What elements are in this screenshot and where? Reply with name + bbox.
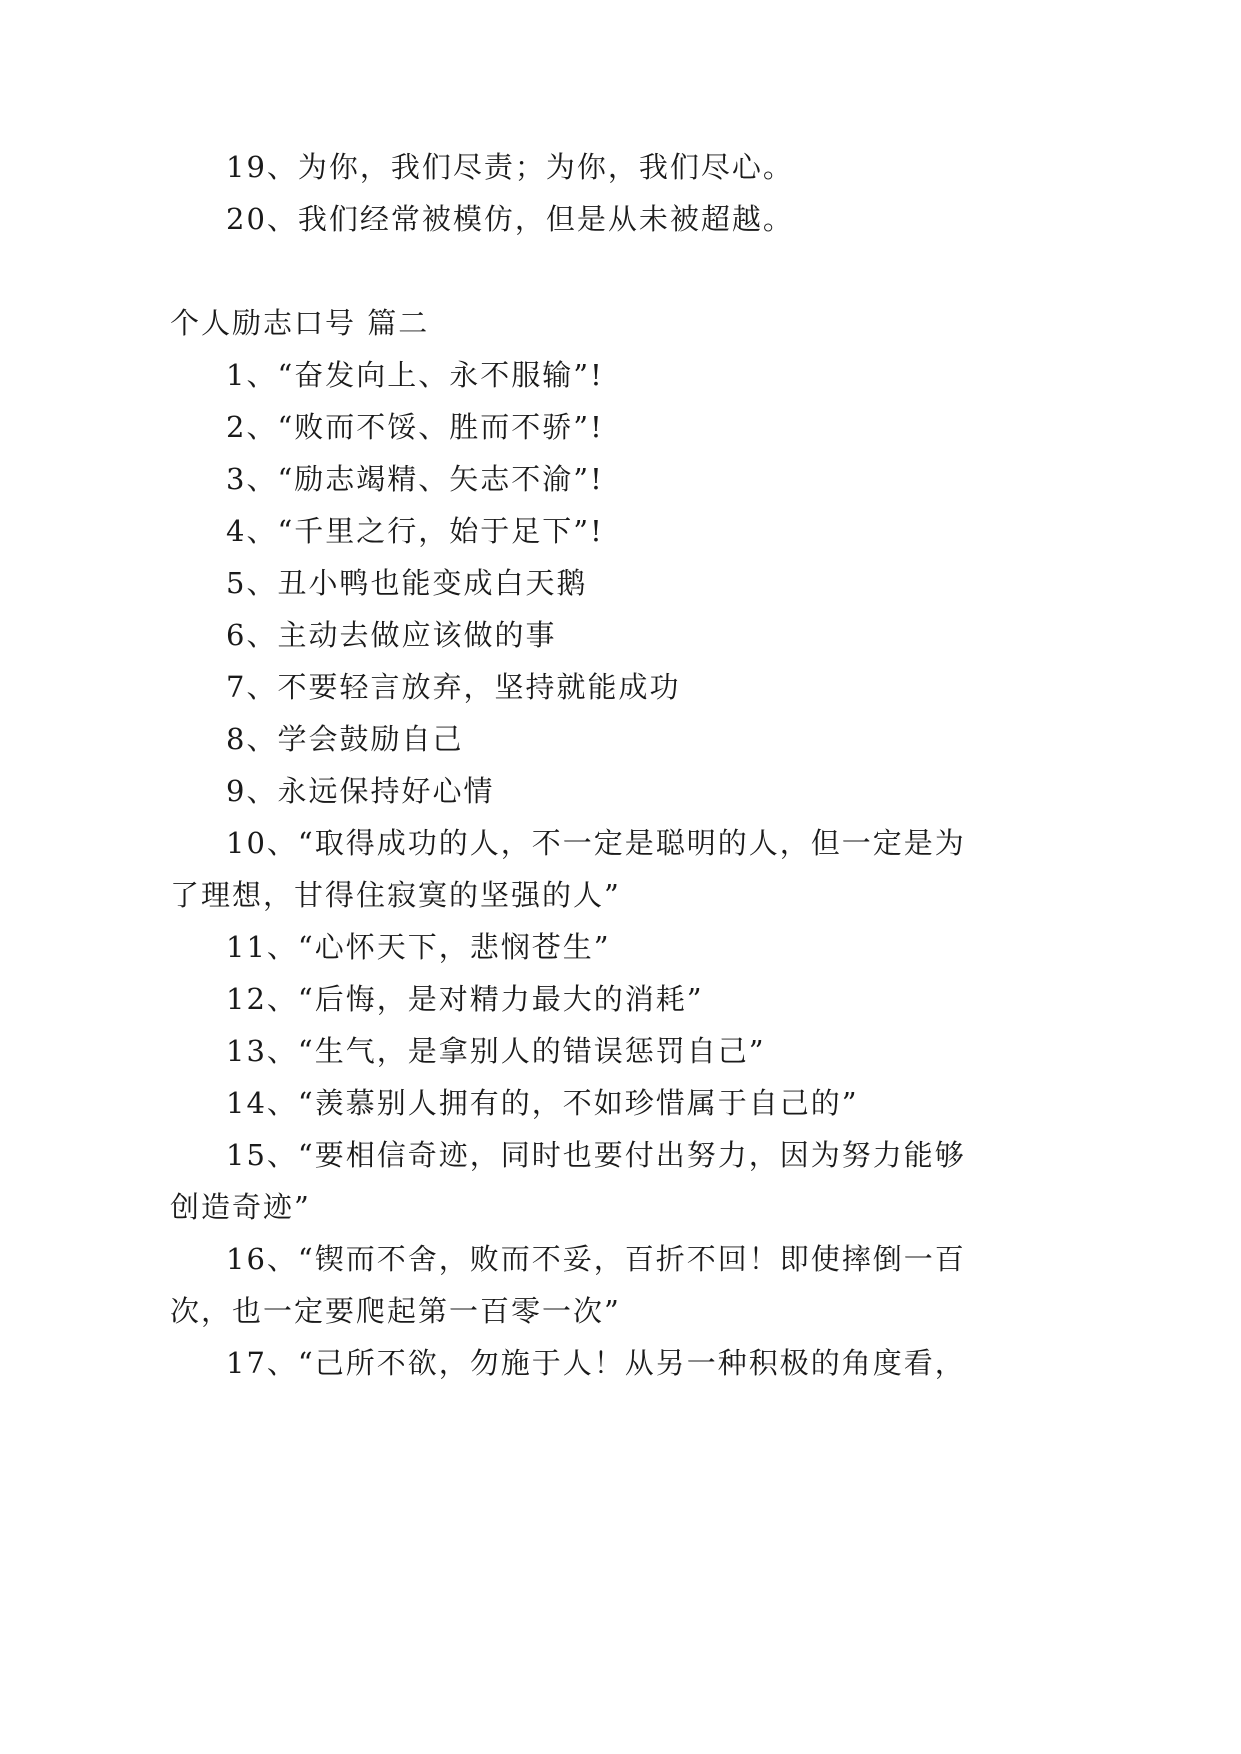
list-item: 7、不要轻言放弃，坚持就能成功 — [226, 670, 681, 704]
list-item: 13、“生气，是拿别人的错误惩罚自己” — [226, 1034, 766, 1068]
section-heading: 个人励志口号 篇二 — [170, 306, 430, 340]
list-item: 5、丑小鸭也能变成白天鹅 — [226, 566, 588, 600]
list-item: 8、学会鼓励自己 — [226, 722, 464, 756]
list-item: 20、我们经常被模仿，但是从未被超越。 — [226, 202, 794, 236]
list-item-continuation: 次，也一定要爬起第一百零一次” — [170, 1294, 621, 1328]
list-item: 16、“锲而不舍，败而不妥，百折不回！即使摔倒一百 — [226, 1242, 966, 1276]
list-item: 14、“羡慕别人拥有的，不如珍惜属于自己的” — [226, 1086, 859, 1120]
list-item: 9、永远保持好心情 — [226, 774, 495, 808]
list-item: 4、“千里之行，始于足下”! — [226, 514, 604, 548]
list-item: 11、“心怀天下，悲悯苍生” — [226, 930, 611, 964]
list-item-continuation: 创造奇迹” — [170, 1190, 311, 1224]
list-item: 15、“要相信奇迹，同时也要付出努力，因为努力能够 — [226, 1138, 966, 1172]
list-item: 10、“取得成功的人，不一定是聪明的人，但一定是为 — [226, 826, 966, 860]
list-item: 12、“后悔，是对精力最大的消耗” — [226, 982, 704, 1016]
list-item: 6、主动去做应该做的事 — [226, 618, 557, 652]
list-item-continuation: 了理想，甘得住寂寞的坚强的人” — [170, 878, 621, 912]
list-item: 2、“败而不馁、胜而不骄”! — [226, 410, 604, 444]
list-item: 17、“己所不欲，勿施于人！从另一种积极的角度看， — [226, 1346, 966, 1380]
list-item: 19、为你，我们尽责；为你，我们尽心。 — [226, 150, 794, 184]
list-item: 1、“奋发向上、永不服输”! — [226, 358, 604, 392]
list-item: 3、“励志竭精、矢志不渝”! — [226, 462, 604, 496]
